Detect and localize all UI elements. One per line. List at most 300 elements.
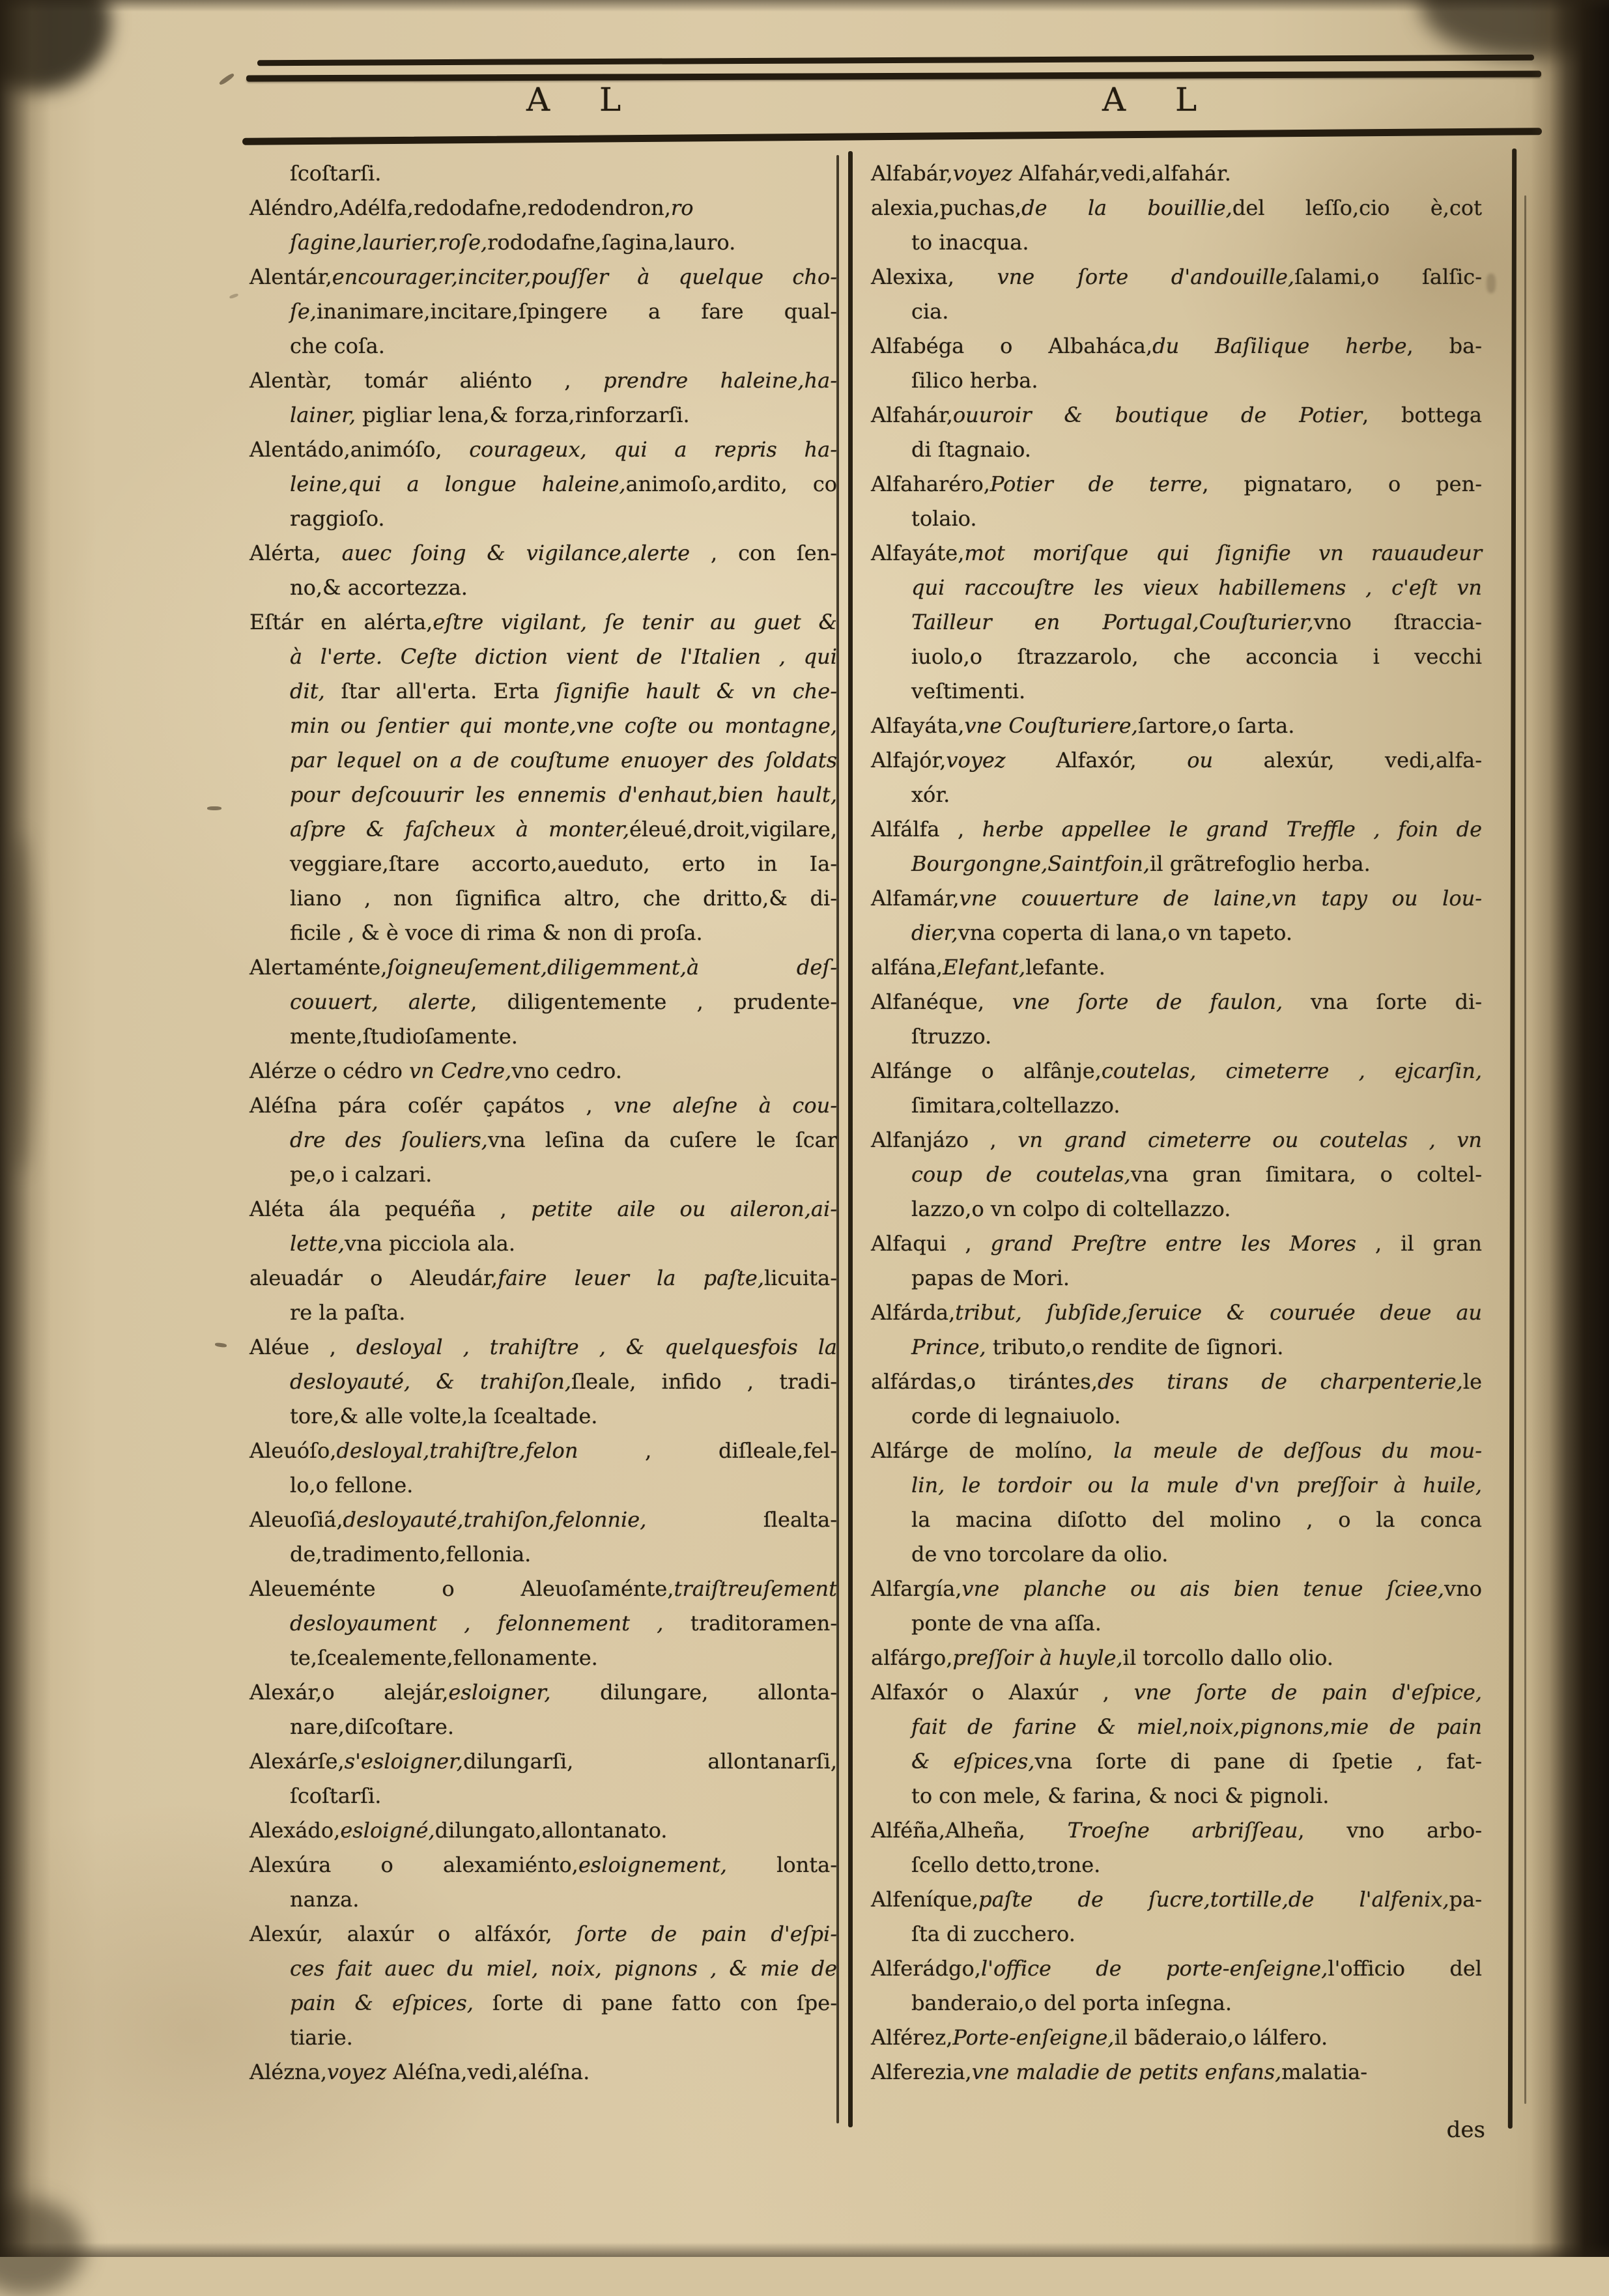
entry-line [911,1192,1482,1226]
dictionary-entry [871,950,1482,985]
text-run-italic: ces fait auec du miel, noix, pignons , & mie de [290,1956,837,1981]
entry-line [871,156,1482,191]
entry-line [290,916,837,950]
text-run-italic: preſſoir à huyle, [952,1645,1123,1670]
text-run-roman: no,& accortezza. [290,575,468,600]
text-run-italic: esloignement, [578,1852,727,1877]
entry-line [911,1399,1482,1434]
text-run-italic: ſagine,laurier,roſe, [290,230,488,255]
entry-line [290,1710,837,1744]
entry-line [871,536,1482,571]
dictionary-entry [871,1572,1482,1641]
entry-line [871,260,1482,294]
entry-line [290,1399,837,1434]
entry-line [249,1434,837,1468]
text-run-roman: malatia- [1281,2060,1368,2084]
entry-line [290,1157,837,1192]
dictionary-entry [249,536,837,605]
entry-line [249,950,837,985]
text-run-italic: petite aile ou aileron,ai- [531,1197,838,1221]
text-run-italic: dit, [290,679,325,703]
text-run-roman: ſta di zucchero. [911,1921,1075,1946]
text-run-italic: pain & eſpices, [290,1991,474,2015]
entry-line [911,1537,1482,1572]
top-double-rule-lower [246,71,1541,82]
text-run-roman: Alexádo, [249,1818,341,1843]
entry-line [249,1088,837,1123]
dictionary-entry [249,1088,837,1192]
text-run-roman: Aléndro,Adélfa,redodafne,redodendron, [249,195,671,220]
dictionary-entry [249,191,837,260]
page-edge-top [0,0,1609,12]
entry-line [290,398,837,432]
text-run-roman: vno [1444,1576,1482,1601]
text-run-roman: le [1462,1369,1483,1394]
dictionary-entry [871,985,1482,1054]
entry-line [911,916,1482,950]
dictionary-entry [249,260,837,363]
entry-line [911,1917,1482,1951]
text-run-roman: Aleuoſiá, [249,1507,343,1532]
entry-line [249,1330,837,1365]
entry-line [911,1468,1482,1503]
entry-line [911,294,1482,329]
entry-line [871,1813,1482,1848]
entry-line [911,1157,1482,1192]
text-run-roman: , bottega [1362,403,1483,427]
dictionary-entry [249,1848,837,1917]
text-run-italic: vne couuerture de laine,vn tapy ou lou- [959,886,1482,911]
text-run-roman: Aléta ála pequéña , [249,1197,532,1221]
entry-line [290,847,837,881]
running-head-right: A L [1102,81,1217,119]
text-run-italic: esloigner, [448,1680,551,1705]
entry-line [911,1986,1482,2020]
entry-line [871,812,1482,847]
entry-line [290,1641,837,1675]
text-run-roman: Alfayáte, [871,541,965,565]
dictionary-entry [871,812,1482,881]
entry-line [871,1675,1482,1710]
dictionary-entry [871,1365,1482,1434]
text-run-roman: te,ſcealemente,fellonamente. [290,1645,598,1670]
entry-line [290,640,837,674]
dictionary-entry [871,1226,1482,1296]
entry-line [290,1365,837,1399]
entry-line [290,1951,837,1986]
text-run-roman: Alexixa, [871,264,997,289]
entry-line [290,709,837,743]
dictionary-entry [871,1675,1482,1813]
entry-line [290,329,837,363]
entry-line [249,1917,837,1951]
entry-line [290,1779,837,1813]
dictionary-entry [249,950,837,1054]
entry-line [871,743,1482,778]
dictionary-entry [249,1813,837,1848]
text-run-italic: Elefant, [943,955,1026,980]
text-run-roman: di ſtagnaio. [911,437,1031,462]
entry-line [871,1226,1482,1261]
text-run-roman: la macina diſotto del molino , o la conca [911,1507,1482,1532]
text-run-italic: dre des ſouliers, [290,1127,488,1152]
text-run-italic: par lequel on a de couſtume enuoyer des ſoldats [290,748,837,772]
text-run-italic: desloyal , trahiſtre , & quelquesfois la [356,1335,837,1359]
text-run-italic: Porte-enſeigne, [952,2025,1115,2050]
text-run-italic: Tailleur en Portugal,Couſturier, [911,610,1314,634]
text-run-roman: vna ſorte di- [1283,989,1483,1014]
entry-line [911,1744,1482,1779]
text-run-roman: banderaio,o del porta inſegna. [911,1991,1232,2015]
text-run-roman: alfárdas,o tirántes, [871,1369,1098,1394]
text-run-roman: pa- [1449,1887,1482,1912]
text-run-roman: Alfaqui , [871,1231,991,1256]
text-run-roman: nare,diſcoſtare. [290,1714,455,1739]
entry-line [871,1882,1482,1917]
margin-stain-left [5,834,35,1172]
text-run-italic: lette, [290,1231,345,1256]
entry-line [249,1744,837,1779]
text-run-italic: min ou ſentier qui monte,vne coſte ou montagne, [290,713,837,738]
page-edge-bottom [0,2243,1609,2257]
entry-line [911,674,1482,709]
text-run-roman: Aleuóſo, [249,1438,337,1463]
text-run-roman: lazzo,o vn colpo di coltellazzo. [911,1197,1231,1221]
text-run-roman: veſtimenti. [911,679,1026,703]
text-run-roman: dilungato,allontanato. [434,1818,668,1843]
text-run-roman: Alfanjázo , [871,1127,1018,1152]
entry-line [871,1123,1482,1157]
text-run-roman: Alfayáta, [871,713,965,738]
entry-line [911,1710,1482,1744]
entry-line [911,502,1482,536]
text-run-roman: , con ſen- [690,541,837,565]
text-run-roman: raggioſo. [290,506,385,531]
text-run-roman: ſalami,o ſalſic- [1294,264,1483,289]
text-run-italic: fait de farine & miel,noix,pignons,mie de pain [911,1714,1482,1739]
text-run-roman: aleuadár o Aleudár, [249,1266,498,1290]
text-run-roman: Alferádgo, [871,1956,981,1981]
entry-line [290,812,837,847]
ink-speck [229,293,239,299]
text-run-roman: alexúr, vedi,alfa- [1213,748,1482,772]
entry-line [249,1192,837,1226]
text-run-roman: traditoramen- [663,1611,838,1636]
text-run-roman: che coſa. [290,333,385,358]
entry-line [249,1848,837,1882]
text-run-italic: vn Cedre, [409,1058,512,1083]
text-run-roman: il bãderaio,o lálfero. [1114,2025,1328,2050]
entry-line [290,1296,837,1330]
dictionary-entry [249,2055,837,2090]
text-run-italic: desloyal,trahiſtre,felon [336,1438,578,1463]
text-run-roman: ſcoſtarſi. [290,1783,382,1808]
text-run-roman: lonta- [726,1852,838,1877]
dictionary-entry [871,1054,1482,1123]
entry-line [911,225,1482,260]
corner-stain-bottom-left [0,2198,85,2296]
text-run-roman: Alfárge de molíno, [871,1438,1114,1463]
text-run-roman: Alfajór, [871,748,947,772]
dictionary-entry [871,2055,1482,2090]
text-run-roman: , ba- [1406,333,1483,358]
dictionary-entry [249,1330,837,1434]
text-run-roman: tore,& alle volte,la ſcealtade. [290,1404,598,1428]
text-run-roman: lefante. [1025,955,1105,980]
entry-line [249,1261,837,1296]
running-head-left: A L [526,81,641,119]
text-run-italic: & eſpices, [911,1749,1035,1774]
entry-line [871,1054,1482,1088]
text-run-roman: Alexár,o alejár, [249,1680,449,1705]
text-run-roman: ſilico herba. [911,368,1038,393]
text-run-roman: mente,ſtudioſamente. [290,1024,518,1049]
text-run-roman: Alexúr, alaxúr o alfáxór, [249,1921,577,1946]
text-run-roman: nanza. [290,1887,360,1912]
text-run-roman: Alfargía, [871,1576,962,1601]
entry-line [871,1641,1482,1675]
entry-line [249,605,837,640]
text-run-roman: ſlealta- [646,1507,837,1532]
text-run-italic: vn grand cimeterre ou coutelas , vn [1018,1127,1483,1152]
entry-line [290,1123,837,1157]
dictionary-entry [871,881,1482,950]
text-run-roman: ſimitara,coltellazzo. [911,1093,1120,1118]
left-column [249,156,837,2090]
text-run-italic: mot moriſque qui ſignifie vn rauaudeur [964,541,1482,565]
entry-line [290,1468,837,1503]
dictionary-entry [249,605,837,950]
text-run-italic: prendre haleine,ha- [603,368,838,393]
text-run-roman: , vno arbo- [1298,1818,1483,1843]
entry-line [911,1088,1482,1123]
text-run-italic: herbe appellee le grand Treffle , foin de [982,817,1483,842]
dictionary-entry [871,536,1482,709]
dictionary-entry [249,1572,837,1675]
text-run-roman: alfána, [871,955,943,980]
text-run-roman: tolaio. [911,506,977,531]
entry-line [290,502,837,536]
text-run-italic: ſoigneuſement,diligemment,à deſ- [387,955,837,980]
dictionary-entry [871,1882,1482,1951]
text-run-roman: vna ſorte di pane di ſpetie , fat- [1034,1749,1483,1774]
entry-line [871,1951,1482,1986]
right-margin-rule [1508,149,1516,2129]
text-run-italic: l'office de porte-enſeigne, [980,1956,1328,1981]
text-run-roman: Alérta, [249,541,342,565]
entry-line [290,1986,837,2020]
entry-line [249,1675,837,1710]
text-run-roman: Alfeníque, [871,1887,979,1912]
text-run-roman: Alfaharéro, [871,472,990,496]
text-run-italic: voyez [327,2060,387,2084]
text-run-roman: Alfabár, [871,161,953,186]
dictionary-entry [249,1917,837,2055]
entry-line [871,709,1482,743]
text-run-roman: Alfamár, [871,886,960,911]
corner-stain-top-right [1420,0,1609,59]
top-double-rule-upper [257,55,1534,66]
entry-line [871,2020,1482,2055]
entry-line [290,571,837,605]
text-run-italic: à l'erte. Ceſte diction vient de l'Italien , qui [290,644,837,669]
text-run-roman: vno ſtraccia- [1313,610,1483,634]
text-run-roman: ſtar all'erta. Erta [324,679,556,703]
dictionary-entry [871,260,1482,329]
text-run-italic: paſte de ſucre,tortille,de l'alfenix, [978,1887,1449,1912]
dictionary-entry [871,191,1482,260]
ink-speck [1487,274,1496,293]
entry-line [871,1434,1482,1468]
text-run-italic: pour deſcouurir les ennemis d'enhaut,bien hault, [290,782,837,807]
dictionary-entry [871,1951,1482,2020]
dictionary-entry [871,1296,1482,1365]
dictionary-entry [871,329,1482,398]
dictionary-entry [249,1434,837,1503]
entry-line [871,881,1482,916]
entry-line [290,1606,837,1641]
text-run-roman: , pignataro, o pen- [1202,472,1483,496]
ink-speck [218,72,235,86]
text-run-roman: corde di legnaiuolo. [911,1404,1121,1428]
text-run-roman: Alexárſe, [249,1749,345,1774]
entry-line [290,225,837,260]
dictionary-entry [249,156,837,191]
text-run-roman: vna picciola ala. [345,1231,516,1256]
text-run-roman: inanimare,incitare,ſpingere a fare qual- [316,299,837,324]
dictionary-entry [249,1744,837,1813]
text-run-roman: veggiare,ſtare accorto,aueduto, erto in Ia- [290,851,837,876]
entry-line [871,985,1482,1019]
text-run-roman: de vno torcolare da olio. [911,1542,1169,1566]
right-column [871,156,1482,2090]
text-run-italic: voyez [946,748,1006,772]
dictionary-entry [249,1261,837,1330]
text-run-italic: auec ſoing & vigilance,alerte [341,541,691,565]
entry-line [290,1537,837,1572]
text-run-roman: vna leſina da cuſere le ſcar [487,1127,838,1152]
dictionary-entry [871,709,1482,743]
text-run-roman: Alfahár, [871,403,953,427]
entry-line [290,1882,837,1917]
text-run-roman: licuita- [764,1266,838,1290]
text-run-italic: faire leuer la paſte, [498,1266,765,1290]
text-run-italic: dier, [911,920,958,945]
entry-line [290,1019,837,1054]
text-run-roman: tributo,o rendite de ſignori. [986,1335,1284,1359]
entry-line [911,1019,1482,1054]
text-run-italic: ro [670,195,694,220]
entry-line [871,2055,1482,2090]
right-margin-rule-faint [1524,195,1526,2104]
text-run-roman: Alfanéque, [871,989,1012,1014]
text-run-roman: Aléue , [249,1335,356,1359]
text-run-italic: ſorte de pain d'eſpi- [576,1921,838,1946]
entry-line [911,847,1482,881]
text-run-italic: vne aleſne à cou- [614,1093,837,1118]
text-run-roman: pigliar lena,& forza,rinforzarſi. [356,403,690,427]
text-run-italic: grand Preſtre entre les Mores [990,1231,1357,1256]
entry-line [871,191,1482,225]
entry-line [290,156,837,191]
dictionary-entry [249,1054,837,1088]
text-run-roman: , diſleale,fel- [578,1438,837,1463]
entry-line [249,260,837,294]
text-run-italic: aſpre & faſcheux à monter, [290,817,630,842]
text-run-roman: tiarie. [290,2025,353,2050]
entry-line [249,536,837,571]
entry-line [871,1296,1482,1330]
text-run-italic: desloyauté,trahiſon,felonnie, [343,1507,647,1532]
text-run-italic: esloigné, [340,1818,435,1843]
entry-line [290,881,837,916]
entry-line [290,778,837,812]
entry-line [911,363,1482,398]
dictionary-entry [871,1123,1482,1226]
text-run-roman: ſleale, infido , tradi- [571,1369,838,1394]
text-run-roman: liano , non ſignifica altro, che dritto,& di- [290,886,837,911]
entry-line [249,1054,837,1088]
dictionary-entry [871,1641,1482,1675]
dictionary-entry [871,1434,1482,1572]
ink-speck [215,1342,227,1348]
entry-line [911,1261,1482,1296]
text-run-roman: dilungarſi, allontanarſi, [463,1749,837,1774]
text-run-italic: des tirans de charpenterie, [1098,1369,1463,1394]
text-run-roman: Alérze o cédro [249,1058,410,1083]
text-run-italic: Potier de terre [990,472,1203,496]
text-run-italic: voyez [952,161,1012,186]
dictionary-entry [871,1813,1482,1882]
text-run-italic: Bourgongne,Saintfoin, [911,851,1150,876]
page-edge-left [0,0,51,2257]
corner-stain-top-left [0,0,111,91]
page-edge-right [1531,0,1609,2257]
text-run-roman: Alfaxór o Alaxúr , [871,1680,1134,1705]
text-run-italic: ouuroir & boutique de Potier [952,403,1363,427]
text-run-italic: lainer, [290,403,356,427]
text-run-roman: ponte de vna aſſa. [911,1611,1102,1636]
text-run-roman: ſcoſtarſi. [290,161,382,186]
text-run-roman: Alfárda, [871,1300,956,1325]
text-run-roman: Alézna, [249,2060,327,2084]
dictionary-entry [249,1192,837,1261]
text-run-roman: Alfahár,vedi,alfahár. [1012,161,1231,186]
text-run-roman: éleué,droit,vigilare, [629,817,837,842]
entry-line [871,1572,1482,1606]
text-run-italic: du Baſilique herbe [1152,333,1407,358]
text-run-roman: l'officio del [1328,1956,1482,1981]
text-run-italic: vne ſorte de faulon, [1012,989,1283,1014]
text-run-roman: papas de Mori. [911,1266,1070,1290]
dictionary-entry [871,156,1482,191]
text-run-italic: Troeſne arbriſſeau [1067,1818,1298,1843]
entry-line [911,1779,1482,1813]
entry-line [249,191,837,225]
text-run-roman: Alferezia, [871,2060,972,2084]
entry-line [911,640,1482,674]
text-run-roman: Alféña,Alheña, [871,1818,1068,1843]
entry-line [249,1503,837,1537]
text-run-italic: qui raccouſtre les vieux habillemens , c'eſt vn [911,575,1482,600]
entry-line [290,467,837,502]
text-run-roman: Alfabéga o Albaháca, [871,333,1153,358]
dictionary-entry [871,467,1482,536]
text-run-italic: eſtre vigilant, ſe tenir au guet & [433,610,838,634]
text-run-italic: vne maladie de petits enfans, [971,2060,1282,2084]
text-run-roman: Aléſna,vedi,aléſna. [386,2060,590,2084]
text-run-roman: alfárgo, [871,1645,953,1670]
